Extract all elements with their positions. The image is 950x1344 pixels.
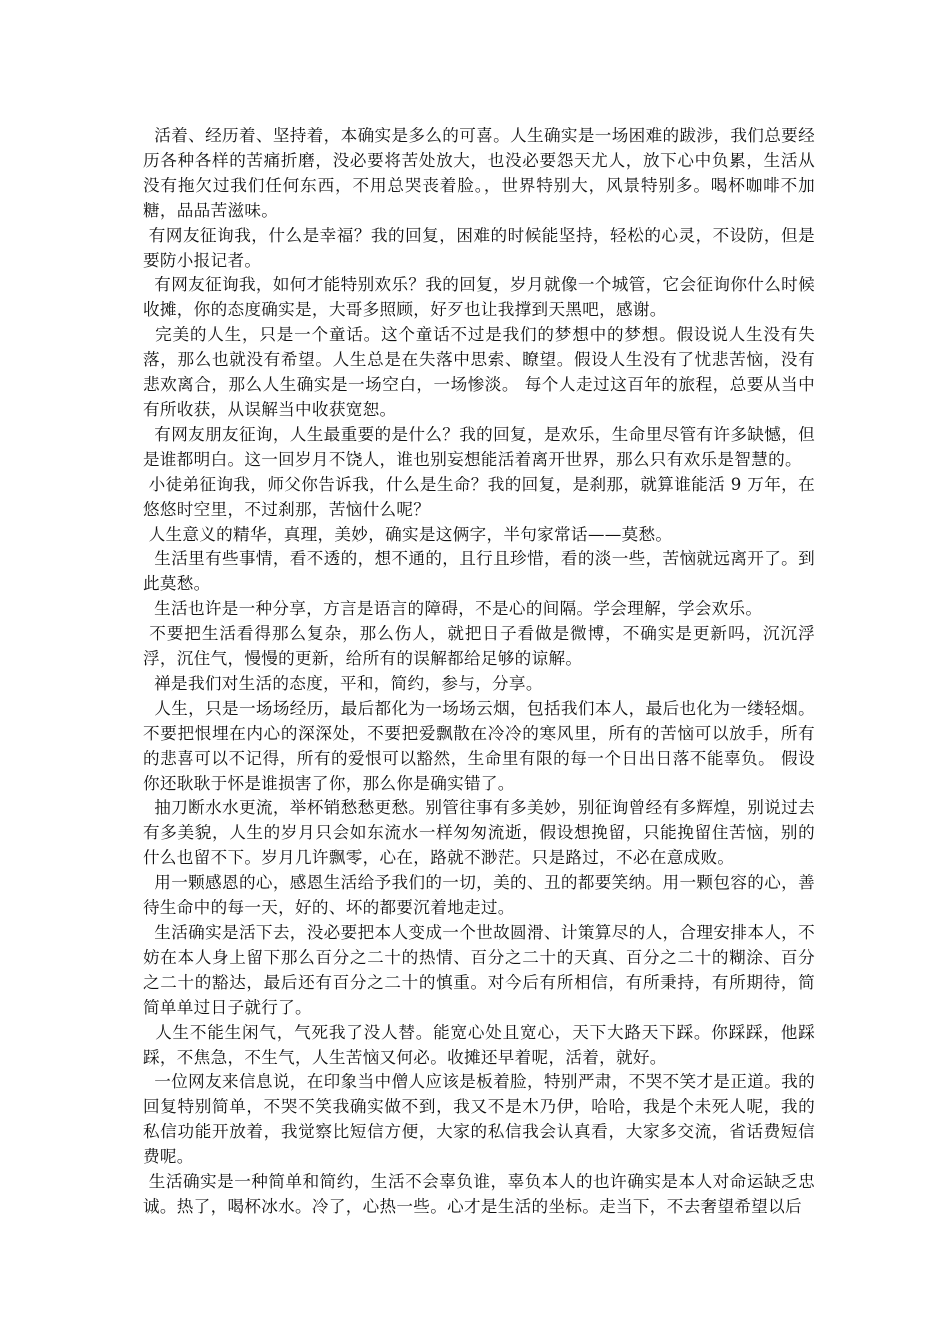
paragraph-5: 有网友朋友征询，人生最重要的是什么？我的回复，是欢乐，生命里尽管有许多缺憾，但是谁都明白。这一回岁月不饶人，谁也别妄想能活着离开世界，那么只有欢乐是智慧的。 [143,424,815,469]
paragraph-18: 生活确实是一种简单和简约，生活不会辜负谁，辜负本人的也许确实是本人对命运缺乏忠诚。热了，喝杯冰水。冷了，心热一些。心才是生活的坐标。走当下，不去奢望希望以后 [143,1172,816,1216]
paragraph-10: 不要把生活看得那么复杂，那么伤人，就把日子看做是微博，不确实是更新吗，沉沉浮浮，沉住气，慢慢的更新，给所有的误解都给足够的谅解。 [143,624,815,669]
document-body [143,124,815,1220]
paragraph-7: 人生意义的精华，真理，美妙，确实是这俩字，半句家常话——莫愁。 [143,524,673,544]
paragraph-3: 有网友征询我，如何才能特别欢乐？我的回复，岁月就像一个城管，它会征询你什么时候收摊，你的态度确实是，大哥多照顾，好歹也让我撑到天黑吧，感谢。 [143,275,815,320]
paragraph-16: 人生不能生闲气，气死我了没人替。能宽心处且宽心，天下大路天下踩。你踩踩，他踩踩，不焦急，不生气，人生苦恼又何必。收摊还早着呢，活着，就好。 [143,1022,815,1067]
paragraph-12: 人生，只是一场场经历，最后都化为一场场云烟，包括我们本人，最后也化为一缕轻烟。不要把恨埋在内心的深深处，不要把爱飘散在冷冷的寒风里，所有的苦恼可以放手，所有的悲喜可以不记得，所有的爱恨可以豁然，生命里有限的每一个日出日落不能辜负。 假设你还耿耿于怀是谁损害了你，那么你是确实错了。 [143,698,815,793]
paragraph-15: 生活确实是活下去，没必要把本人变成一个世故圆滑、计策算尽的人，合理安排本人，不妨在本人身上留下那么百分之二十的热情、百分之二十的天真、百分之二十的糊涂、百分之二十的豁达，最后还有百分之二十的慎重。对今后有所相信，有所秉持，有所期待，简简单单过日子就行了。 [143,923,815,1017]
paragraph-8: 生活里有些事情，看不透的，想不通的，且行且珍惜，看的淡一些，苦恼就远离开了。到此莫愁。 [143,549,815,594]
paragraph-4: 完美的人生，只是一个童话。这个童话不过是我们的梦想中的梦想。假设说人生没有失落，那么也就没有希望。人生总是在失落中思索、瞭望。假设人生没有了忧悲苦恼，没有悲欢离合，那么人生确实是一场空白，一场惨淡。 每个人走过这百年的旅程，总要从当中有所收获，从误解当中收获宽恕。 [143,325,815,419]
paragraph-14: 用一颗感恩的心，感恩生活给予我们的一切，美的、丑的都要笑纳。用一颗包容的心，善待生命中的每一天，好的、坏的都要沉着地走过。 [143,873,815,918]
paragraph-17: 一位网友来信息说，在印象当中僧人应该是板着脸，特别严肃，不哭不笑才是正道。我的回复特别简单，不哭不笑我确实做不到，我又不是木乃伊，哈哈，我是个未死人呢，我的私信功能开放着，我觉察比短信方便，大家的私信我会认真看，大家多交流，省话费短信费呢。 [143,1072,815,1167]
paragraph-13: 抽刀断水水更流，举杯销愁愁更愁。别管往事有多美妙，别征询曾经有多辉煌，别说过去有多美貌，人生的岁月只会如东流水一样匆匆流逝，假设想挽留，只能挽留住苦恼，别的什么也留不下。岁月几许飘零，心在，路就不渺茫。只是路过，不必在意成败。 [143,798,815,868]
paragraph-9: 生活也许是一种分享，方言是语言的障碍，不是心的间隔。学会理解，学会欢乐。 [143,599,763,619]
paragraph-1: 活着、经历着、坚持着，本确实是多么的可喜。人生确实是一场困难的跋涉，我们总要经历各种各样的苦痛折磨，没必要将苦处放大，也没必要怨天尤人，放下心中负累，生活从没有拖欠过我们任何东西，不用总哭丧着脸。，世界特别大，风景特别多。喝杯咖啡不加糖，品品苦滋味。 [143,126,815,220]
paragraph-11: 禅是我们对生活的态度，平和，简约，参与，分享。 [143,673,543,693]
paragraph-6: 小徒弟征询我，师父你告诉我，什么是生命？我的回复，是刹那，就算谁能活 9 万年，在悠悠时空里，不过刹那，苦恼什么呢？ [143,474,815,519]
paragraph-2: 有网友征询我，什么是幸福？我的回复，困难的时候能坚持，轻松的心灵，不设防，但是要防小报记者。 [143,225,816,270]
